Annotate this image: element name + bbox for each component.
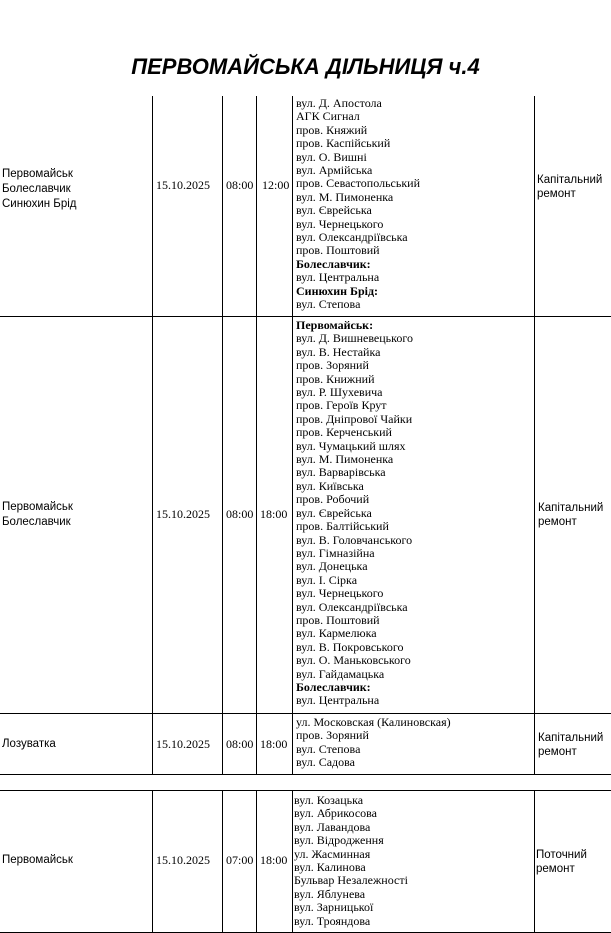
street-item: вул. Чернецького — [296, 586, 384, 601]
street-item: вул. Козацька — [294, 793, 364, 807]
street-group-heading: Синюхин Брід: — [296, 283, 379, 298]
street-item: вул. В. Покровського — [296, 639, 404, 654]
column-divider — [222, 790, 223, 933]
area-line: Лозуватка — [2, 738, 56, 750]
time-to-cell: 12:00 — [262, 178, 290, 192]
street-item: вул. Чумацький шлях — [296, 438, 406, 453]
street-item: Бульвар Незалежності — [294, 873, 408, 888]
column-divider — [152, 96, 153, 775]
street-item: вул. Абрикосова — [294, 806, 377, 821]
date-cell: 15.10.2025 — [156, 507, 210, 521]
street-item: вул. О. Маньковського — [296, 653, 411, 668]
page-title: ПЕРВОМАЙСЬКА ДІЛЬНИЦЯ ч.4 — [131, 54, 480, 79]
table-row-area — [2, 737, 56, 752]
time-from-cell: 08:00 — [226, 178, 254, 192]
street-item: вул. Армійська — [296, 163, 373, 178]
street-item: вул. Центральна — [296, 693, 380, 708]
street-item: ул. Жасминная — [294, 846, 371, 861]
street-group-heading: Первомайськ: — [296, 318, 374, 332]
area-line: Первомайськ — [2, 501, 73, 513]
street-item: пров. Поштовий — [296, 612, 380, 627]
street-item: вул. Степова — [296, 741, 361, 756]
street-item: вул. Лавандова — [294, 819, 371, 834]
remark-line: Капітальний — [537, 174, 603, 186]
area-line: Болеславчик — [2, 516, 71, 528]
column-divider — [222, 96, 223, 775]
area-line: Первомайськ — [2, 168, 73, 180]
remark-cell — [537, 173, 602, 201]
remark-line: Капітальний — [538, 732, 604, 744]
street-item: вул. Олександріївська — [296, 230, 408, 245]
street-item: вул. М. Пимоненка — [296, 452, 394, 467]
street-item: пров. Балтійський — [296, 519, 389, 534]
street-item: вул. Трояндова — [294, 913, 371, 928]
row-divider — [0, 316, 611, 317]
row-divider — [0, 774, 611, 775]
streets-list — [296, 319, 413, 708]
time-to-cell: 18:00 — [260, 737, 288, 751]
street-item: АГК Сигнал — [296, 109, 360, 124]
street-item: ул. Московская (Калиновская) — [296, 715, 451, 729]
street-group-heading: Болеславчик: — [296, 679, 371, 694]
street-item: вул. Олександріївська — [296, 599, 408, 614]
street-item: вул. Центральна — [296, 270, 380, 285]
streets-list — [296, 716, 451, 770]
time-from-cell: 08:00 — [226, 507, 254, 521]
time-to-cell: 18:00 — [260, 853, 288, 867]
street-item: вул. Зарницької — [294, 900, 374, 915]
streets-list — [294, 794, 408, 928]
column-divider — [292, 96, 293, 775]
street-item: вул. В. Головчанського — [296, 532, 413, 547]
remark-line: ремонт — [538, 516, 577, 528]
date-cell: 15.10.2025 — [156, 178, 210, 192]
area-line: Синюхин Брід — [2, 198, 77, 210]
street-item: пров. Зоряний — [296, 358, 369, 373]
area-line: Первомайськ — [2, 854, 73, 866]
street-item: вул. Яблунева — [294, 886, 366, 901]
table-row-area — [2, 500, 73, 530]
street-item: пров. Керченський — [296, 425, 392, 440]
streets-list — [296, 97, 420, 312]
street-item: вул. Д. Вишневецького — [296, 331, 413, 346]
row-divider — [0, 713, 611, 714]
column-divider — [152, 790, 153, 933]
street-item: вул. Чернецького — [296, 216, 384, 231]
column-divider — [534, 96, 535, 775]
table-row-area — [2, 167, 77, 212]
street-item: пров. Дніпрової Чайки — [296, 411, 413, 426]
table-row-area — [2, 853, 73, 868]
remark-cell — [536, 848, 587, 876]
street-item: вул. М. Пимоненка — [296, 189, 394, 204]
remark-line: Поточний — [536, 849, 587, 861]
remark-line: ремонт — [538, 746, 577, 758]
street-item: вул. Варварівська — [296, 465, 386, 480]
column-divider — [256, 790, 257, 933]
remark-line: ремонт — [537, 188, 576, 200]
street-item: вул. Київська — [296, 478, 364, 493]
street-item: вул. Степова — [296, 297, 361, 312]
street-item: пров. Поштовий — [296, 243, 380, 258]
street-item: вул. Кармелюка — [296, 626, 377, 641]
remark-line: ремонт — [536, 863, 575, 875]
street-item: пров. Каспійський — [296, 136, 391, 151]
street-item: пров. Княжий — [296, 122, 368, 137]
street-item: вул. Відродження — [294, 833, 384, 848]
street-group-heading: Болеславчик: — [296, 256, 371, 271]
street-item: вул. Калинова — [294, 860, 366, 875]
street-item: вул. В. Нестайка — [296, 344, 381, 359]
column-divider — [256, 96, 257, 775]
street-item: вул. Гайдамацька — [296, 666, 385, 681]
street-item: вул. Садова — [296, 755, 355, 770]
column-divider — [534, 790, 535, 933]
time-from-cell: 07:00 — [226, 853, 254, 867]
street-item: пров. Героїв Крут — [296, 398, 387, 413]
street-item: вул. Д. Апостола — [296, 96, 382, 110]
street-item: вул. О. Вишні — [296, 149, 367, 164]
street-item: пров. Книжний — [296, 371, 375, 386]
street-item: вул. Донецька — [296, 559, 368, 574]
street-item: вул. Єврейська — [296, 505, 372, 520]
date-cell: 15.10.2025 — [156, 737, 210, 751]
remark-cell — [538, 731, 603, 759]
time-to-cell: 18:00 — [260, 507, 288, 521]
date-cell: 15.10.2025 — [156, 853, 210, 867]
time-from-cell: 08:00 — [226, 737, 254, 751]
row-divider — [0, 790, 611, 791]
street-item: вул. Єврейська — [296, 203, 372, 218]
area-line: Болеславчик — [2, 183, 71, 195]
street-item: пров. Зоряний — [296, 728, 369, 743]
street-item: вул. Р. Шухевича — [296, 385, 383, 400]
column-divider — [292, 790, 293, 933]
remark-line: Капітальний — [538, 502, 604, 514]
street-item: вул. І. Сірка — [296, 572, 358, 587]
street-item: пров. Севастопольський — [296, 176, 421, 191]
street-item: вул. Гімназійна — [296, 545, 375, 560]
remark-cell — [538, 501, 603, 529]
street-item: пров. Робочий — [296, 492, 370, 507]
